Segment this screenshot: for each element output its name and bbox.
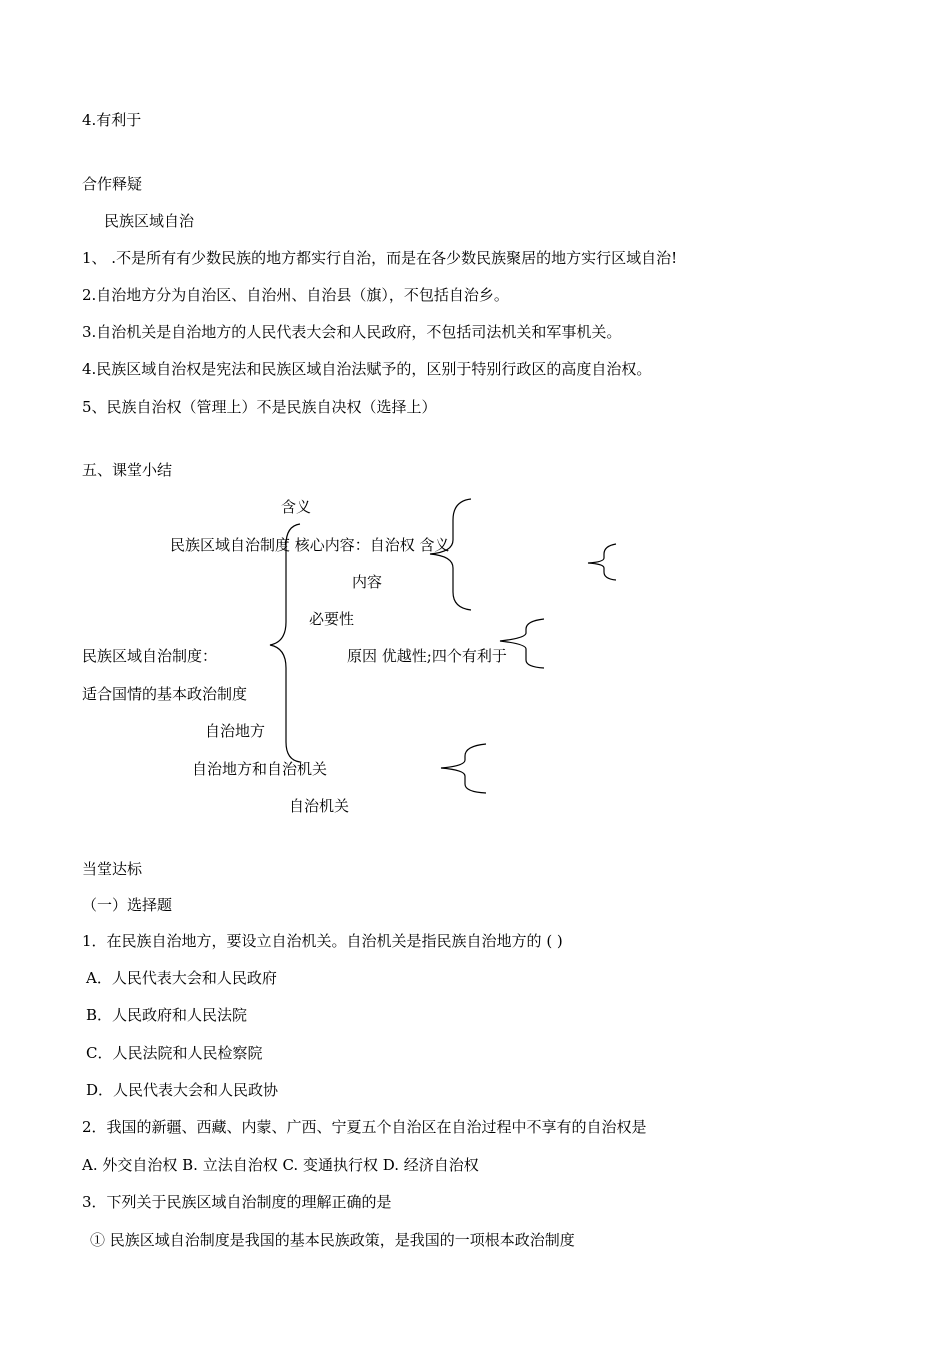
- cooperation-heading: 合作释疑: [82, 175, 143, 193]
- q1-option-b: B．人民政府和人民法院: [86, 1006, 248, 1024]
- point-4: 4.民族区域自治权是宪法和民族区域自治法赋予的，区别于特别行政区的高度自治权。: [82, 360, 652, 378]
- q3-item-1: ① 民族区域自治制度是我国的基本民族政策，是我国的一项根本政治制度: [90, 1231, 575, 1249]
- summary-heading: 五、课堂小结: [82, 461, 173, 479]
- exercise-heading: 当堂达标: [82, 860, 143, 878]
- diagram-suitable: 适合国情的基本政治制度: [82, 685, 248, 703]
- q1-option-a: A．人民代表大会和人民政府: [86, 969, 277, 987]
- item-4-text: 4.有利于: [82, 111, 142, 129]
- core-brace: [430, 499, 471, 610]
- diagram-reason: 原因 优越性;四个有利于: [347, 647, 507, 665]
- diagram-autonomous-organ: 自治机关: [289, 797, 350, 815]
- diagram-place-and-organ: 自治地方和自治机关: [192, 760, 328, 778]
- main-brace: [270, 524, 300, 762]
- exercise-section: （一）选择题: [82, 896, 173, 914]
- reason-brace: [500, 619, 544, 668]
- diagram-necessity: 必要性: [309, 610, 355, 628]
- point-3: 3.自治机关是自治地方的人民代表大会和人民政府，不包括司法机关和军事机关。: [82, 323, 622, 341]
- q1-stem: 1．在民族自治地方，要设立自治机关。自治机关是指民族自治地方的 ( ): [82, 932, 563, 950]
- diagram-content: 内容: [352, 573, 383, 591]
- q2-options: A. 外交自治权 B. 立法自治权 C. 变通执行权 D. 经济自治权: [82, 1156, 479, 1174]
- q2-stem: 2．我国的新疆、西藏、内蒙、广西、宁夏五个自治区在自治过程中不享有的自治权是: [82, 1118, 647, 1136]
- q3-stem: 3．下列关于民族区域自治制度的理解正确的是: [82, 1193, 392, 1211]
- diagram-root-label: 民族区域自治制度：: [82, 647, 218, 665]
- point-2: 2.自治地方分为自治区、自治州、自治县（旗），不包括自治乡。: [82, 286, 509, 304]
- point-5: 5、民族自治权（管理上）不是民族自决权（选择上）: [82, 398, 437, 416]
- diagram-system-core: 民族区域自治制度 核心内容：自治权 含义: [170, 536, 450, 554]
- q1-option-c: C．人民法院和人民检察院: [86, 1044, 263, 1062]
- diagram-meaning-top: 含义: [281, 498, 312, 516]
- point-1: 1、 .不是所有有少数民族的地方都实行自治，而是在各少数民族聚居的地方实行区域自治!: [82, 249, 678, 267]
- small-right-brace: [588, 544, 616, 580]
- cooperation-subheading: 民族区域自治: [104, 212, 195, 230]
- autonomy-brace: [441, 744, 486, 793]
- q1-option-d: D．人民代表大会和人民政协: [86, 1081, 279, 1099]
- diagram-autonomous-place: 自治地方: [205, 722, 266, 740]
